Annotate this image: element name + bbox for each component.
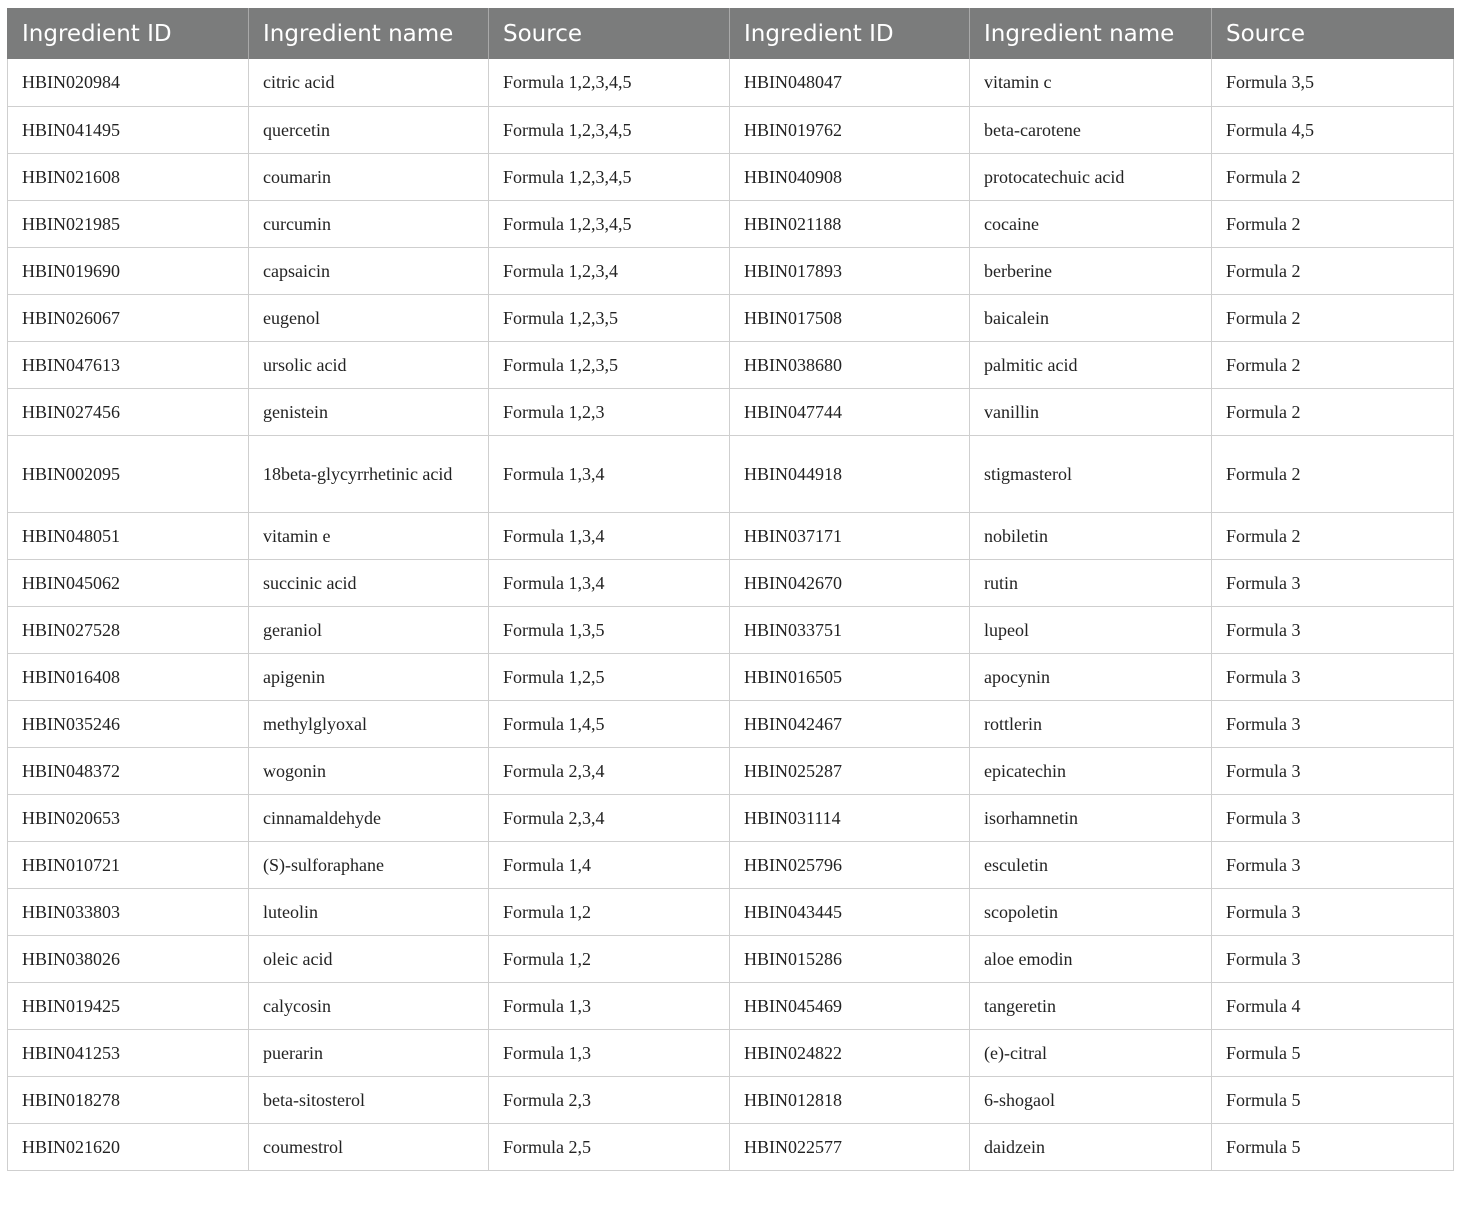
table-row xyxy=(8,1123,1454,1170)
header-ingredient-name: Ingredient name xyxy=(970,8,1212,59)
ingredient-name-cell: capsaicin xyxy=(249,247,489,294)
source-cell: Formula 2 xyxy=(1212,512,1454,559)
ingredient-name-cell: vanillin xyxy=(970,388,1212,435)
ingredient-name-cell: calycosin xyxy=(249,982,489,1029)
table-row xyxy=(8,794,1454,841)
source-cell: Formula 3 xyxy=(1212,653,1454,700)
table-row xyxy=(8,1029,1454,1076)
ingredient-name-cell: curcumin xyxy=(249,200,489,247)
table-row xyxy=(8,700,1454,747)
source-cell: Formula 2 xyxy=(1212,153,1454,200)
source-cell: Formula 5 xyxy=(1212,1076,1454,1123)
table-row xyxy=(8,559,1454,606)
source-cell: Formula 2,3 xyxy=(489,1076,730,1123)
ingredient-id-cell: HBIN010721 xyxy=(8,841,249,888)
source-cell: Formula 3 xyxy=(1212,559,1454,606)
ingredient-name-cell: genistein xyxy=(249,388,489,435)
source-cell: Formula 3 xyxy=(1212,606,1454,653)
ingredient-id-cell: HBIN025796 xyxy=(730,841,970,888)
source-cell: Formula 5 xyxy=(1212,1029,1454,1076)
ingredient-name-cell: eugenol xyxy=(249,294,489,341)
source-cell: Formula 3 xyxy=(1212,700,1454,747)
ingredient-name-cell: wogonin xyxy=(249,747,489,794)
ingredient-name-cell: vitamin e xyxy=(249,512,489,559)
ingredient-id-cell: HBIN002095 xyxy=(8,435,249,512)
ingredient-name-cell: beta-carotene xyxy=(970,106,1212,153)
ingredient-name-cell: (e)-citral xyxy=(970,1029,1212,1076)
ingredient-name-cell: isorhamnetin xyxy=(970,794,1212,841)
source-cell: Formula 4,5 xyxy=(1212,106,1454,153)
ingredient-name-cell: puerarin xyxy=(249,1029,489,1076)
ingredient-id-cell: HBIN033803 xyxy=(8,888,249,935)
table-row xyxy=(8,841,1454,888)
ingredient-name-cell: palmitic acid xyxy=(970,341,1212,388)
ingredient-name-cell: aloe emodin xyxy=(970,935,1212,982)
ingredient-id-cell: HBIN042467 xyxy=(730,700,970,747)
ingredient-id-cell: HBIN044918 xyxy=(730,435,970,512)
source-cell: Formula 5 xyxy=(1212,1123,1454,1170)
ingredient-name-cell: rutin xyxy=(970,559,1212,606)
table-body xyxy=(8,59,1454,1170)
source-cell: Formula 1,2,3,4,5 xyxy=(489,59,730,106)
table-row xyxy=(8,200,1454,247)
ingredient-id-cell: HBIN016505 xyxy=(730,653,970,700)
source-cell: Formula 1,3 xyxy=(489,982,730,1029)
table-row xyxy=(8,653,1454,700)
ingredient-name-cell: citric acid xyxy=(249,59,489,106)
ingredient-name-cell: rottlerin xyxy=(970,700,1212,747)
table-row xyxy=(8,606,1454,653)
ingredient-id-cell: HBIN038026 xyxy=(8,935,249,982)
ingredient-name-cell: oleic acid xyxy=(249,935,489,982)
ingredient-id-cell: HBIN045062 xyxy=(8,559,249,606)
table-row xyxy=(8,153,1454,200)
ingredient-id-cell: HBIN041495 xyxy=(8,106,249,153)
ingredient-id-cell: HBIN033751 xyxy=(730,606,970,653)
table-row xyxy=(8,935,1454,982)
source-cell: Formula 2 xyxy=(1212,247,1454,294)
ingredient-id-cell: HBIN017508 xyxy=(730,294,970,341)
header-ingredient-id: Ingredient ID xyxy=(8,8,249,59)
source-cell: Formula 2 xyxy=(1212,388,1454,435)
table-row xyxy=(8,247,1454,294)
header-source: Source xyxy=(1212,8,1454,59)
ingredient-name-cell: esculetin xyxy=(970,841,1212,888)
source-cell: Formula 1,3,5 xyxy=(489,606,730,653)
source-cell: Formula 1,3,4 xyxy=(489,559,730,606)
source-cell: Formula 1,2,3 xyxy=(489,388,730,435)
ingredient-name-cell: coumestrol xyxy=(249,1123,489,1170)
ingredient-name-cell: apigenin xyxy=(249,653,489,700)
table-row xyxy=(8,982,1454,1029)
ingredient-name-cell: (S)-sulforaphane xyxy=(249,841,489,888)
ingredient-name-cell: vitamin c xyxy=(970,59,1212,106)
ingredient-name-cell: apocynin xyxy=(970,653,1212,700)
source-cell: Formula 2,5 xyxy=(489,1123,730,1170)
ingredient-id-cell: HBIN018278 xyxy=(8,1076,249,1123)
source-cell: Formula 1,3,4 xyxy=(489,435,730,512)
source-cell: Formula 2,3,4 xyxy=(489,794,730,841)
ingredient-name-cell: lupeol xyxy=(970,606,1212,653)
ingredient-id-cell: HBIN020653 xyxy=(8,794,249,841)
ingredient-name-cell: protocatechuic acid xyxy=(970,153,1212,200)
source-cell: Formula 4 xyxy=(1212,982,1454,1029)
ingredient-table xyxy=(7,8,1454,1171)
ingredient-name-cell: ursolic acid xyxy=(249,341,489,388)
ingredient-id-cell: HBIN042670 xyxy=(730,559,970,606)
ingredient-name-cell: coumarin xyxy=(249,153,489,200)
ingredient-id-cell: HBIN021608 xyxy=(8,153,249,200)
ingredient-id-cell: HBIN027528 xyxy=(8,606,249,653)
source-cell: Formula 3 xyxy=(1212,888,1454,935)
source-cell: Formula 3 xyxy=(1212,841,1454,888)
ingredient-id-cell: HBIN037171 xyxy=(730,512,970,559)
ingredient-name-cell: epicatechin xyxy=(970,747,1212,794)
ingredient-id-cell: HBIN021188 xyxy=(730,200,970,247)
ingredient-id-cell: HBIN040908 xyxy=(730,153,970,200)
ingredient-name-cell: succinic acid xyxy=(249,559,489,606)
source-cell: Formula 2 xyxy=(1212,435,1454,512)
table-row xyxy=(8,341,1454,388)
ingredient-id-cell: HBIN043445 xyxy=(730,888,970,935)
ingredient-name-cell: 18beta-glycyrrhetinic acid xyxy=(249,435,489,512)
source-cell: Formula 1,4 xyxy=(489,841,730,888)
source-cell: Formula 1,2,3,4,5 xyxy=(489,153,730,200)
ingredient-id-cell: HBIN026067 xyxy=(8,294,249,341)
ingredient-id-cell: HBIN027456 xyxy=(8,388,249,435)
source-cell: Formula 1,4,5 xyxy=(489,700,730,747)
ingredient-id-cell: HBIN012818 xyxy=(730,1076,970,1123)
source-cell: Formula 1,2,3,4,5 xyxy=(489,200,730,247)
source-cell: Formula 2 xyxy=(1212,341,1454,388)
ingredient-id-cell: HBIN035246 xyxy=(8,700,249,747)
ingredient-id-cell: HBIN021985 xyxy=(8,200,249,247)
source-cell: Formula 1,3 xyxy=(489,1029,730,1076)
ingredient-id-cell: HBIN015286 xyxy=(730,935,970,982)
ingredient-id-cell: HBIN047613 xyxy=(8,341,249,388)
ingredient-name-cell: quercetin xyxy=(249,106,489,153)
source-cell: Formula 2,3,4 xyxy=(489,747,730,794)
ingredient-id-cell: HBIN017893 xyxy=(730,247,970,294)
ingredient-name-cell: cocaine xyxy=(970,200,1212,247)
ingredient-id-cell: HBIN022577 xyxy=(730,1123,970,1170)
table-header xyxy=(8,8,1454,59)
source-cell: Formula 1,2 xyxy=(489,935,730,982)
table-row xyxy=(8,888,1454,935)
table-row xyxy=(8,59,1454,106)
table-row xyxy=(8,388,1454,435)
ingredient-name-cell: tangeretin xyxy=(970,982,1212,1029)
header-row xyxy=(8,8,1454,59)
table-row xyxy=(8,747,1454,794)
ingredient-name-cell: methylglyoxal xyxy=(249,700,489,747)
ingredient-id-cell: HBIN019762 xyxy=(730,106,970,153)
table-row xyxy=(8,512,1454,559)
ingredient-id-cell: HBIN041253 xyxy=(8,1029,249,1076)
source-cell: Formula 3,5 xyxy=(1212,59,1454,106)
ingredient-name-cell: luteolin xyxy=(249,888,489,935)
source-cell: Formula 1,2,3,5 xyxy=(489,341,730,388)
table-row xyxy=(8,435,1454,512)
source-cell: Formula 1,2 xyxy=(489,888,730,935)
ingredient-id-cell: HBIN038680 xyxy=(730,341,970,388)
header-ingredient-name: Ingredient name xyxy=(249,8,489,59)
ingredient-id-cell: HBIN048372 xyxy=(8,747,249,794)
ingredient-name-cell: baicalein xyxy=(970,294,1212,341)
ingredient-name-cell: nobiletin xyxy=(970,512,1212,559)
ingredient-id-cell: HBIN031114 xyxy=(730,794,970,841)
source-cell: Formula 3 xyxy=(1212,747,1454,794)
ingredient-id-cell: HBIN047744 xyxy=(730,388,970,435)
ingredient-name-cell: cinnamaldehyde xyxy=(249,794,489,841)
source-cell: Formula 3 xyxy=(1212,794,1454,841)
table-row xyxy=(8,1076,1454,1123)
ingredient-id-cell: HBIN016408 xyxy=(8,653,249,700)
ingredient-name-cell: scopoletin xyxy=(970,888,1212,935)
ingredient-id-cell: HBIN019690 xyxy=(8,247,249,294)
header-source: Source xyxy=(489,8,730,59)
source-cell: Formula 2 xyxy=(1212,200,1454,247)
source-cell: Formula 1,2,3,4 xyxy=(489,247,730,294)
source-cell: Formula 1,2,5 xyxy=(489,653,730,700)
table-row xyxy=(8,106,1454,153)
ingredient-id-cell: HBIN021620 xyxy=(8,1123,249,1170)
ingredient-id-cell: HBIN024822 xyxy=(730,1029,970,1076)
ingredient-name-cell: daidzein xyxy=(970,1123,1212,1170)
header-ingredient-id: Ingredient ID xyxy=(730,8,970,59)
source-cell: Formula 1,2,3,5 xyxy=(489,294,730,341)
ingredient-id-cell: HBIN025287 xyxy=(730,747,970,794)
ingredient-id-cell: HBIN048051 xyxy=(8,512,249,559)
source-cell: Formula 2 xyxy=(1212,294,1454,341)
ingredient-name-cell: geraniol xyxy=(249,606,489,653)
ingredient-name-cell: 6-shogaol xyxy=(970,1076,1212,1123)
source-cell: Formula 1,2,3,4,5 xyxy=(489,106,730,153)
source-cell: Formula 3 xyxy=(1212,935,1454,982)
ingredient-name-cell: stigmasterol xyxy=(970,435,1212,512)
table-row xyxy=(8,294,1454,341)
source-cell: Formula 1,3,4 xyxy=(489,512,730,559)
ingredient-id-cell: HBIN048047 xyxy=(730,59,970,106)
ingredient-id-cell: HBIN019425 xyxy=(8,982,249,1029)
ingredient-id-cell: HBIN045469 xyxy=(730,982,970,1029)
ingredient-name-cell: beta-sitosterol xyxy=(249,1076,489,1123)
ingredient-id-cell: HBIN020984 xyxy=(8,59,249,106)
ingredient-name-cell: berberine xyxy=(970,247,1212,294)
